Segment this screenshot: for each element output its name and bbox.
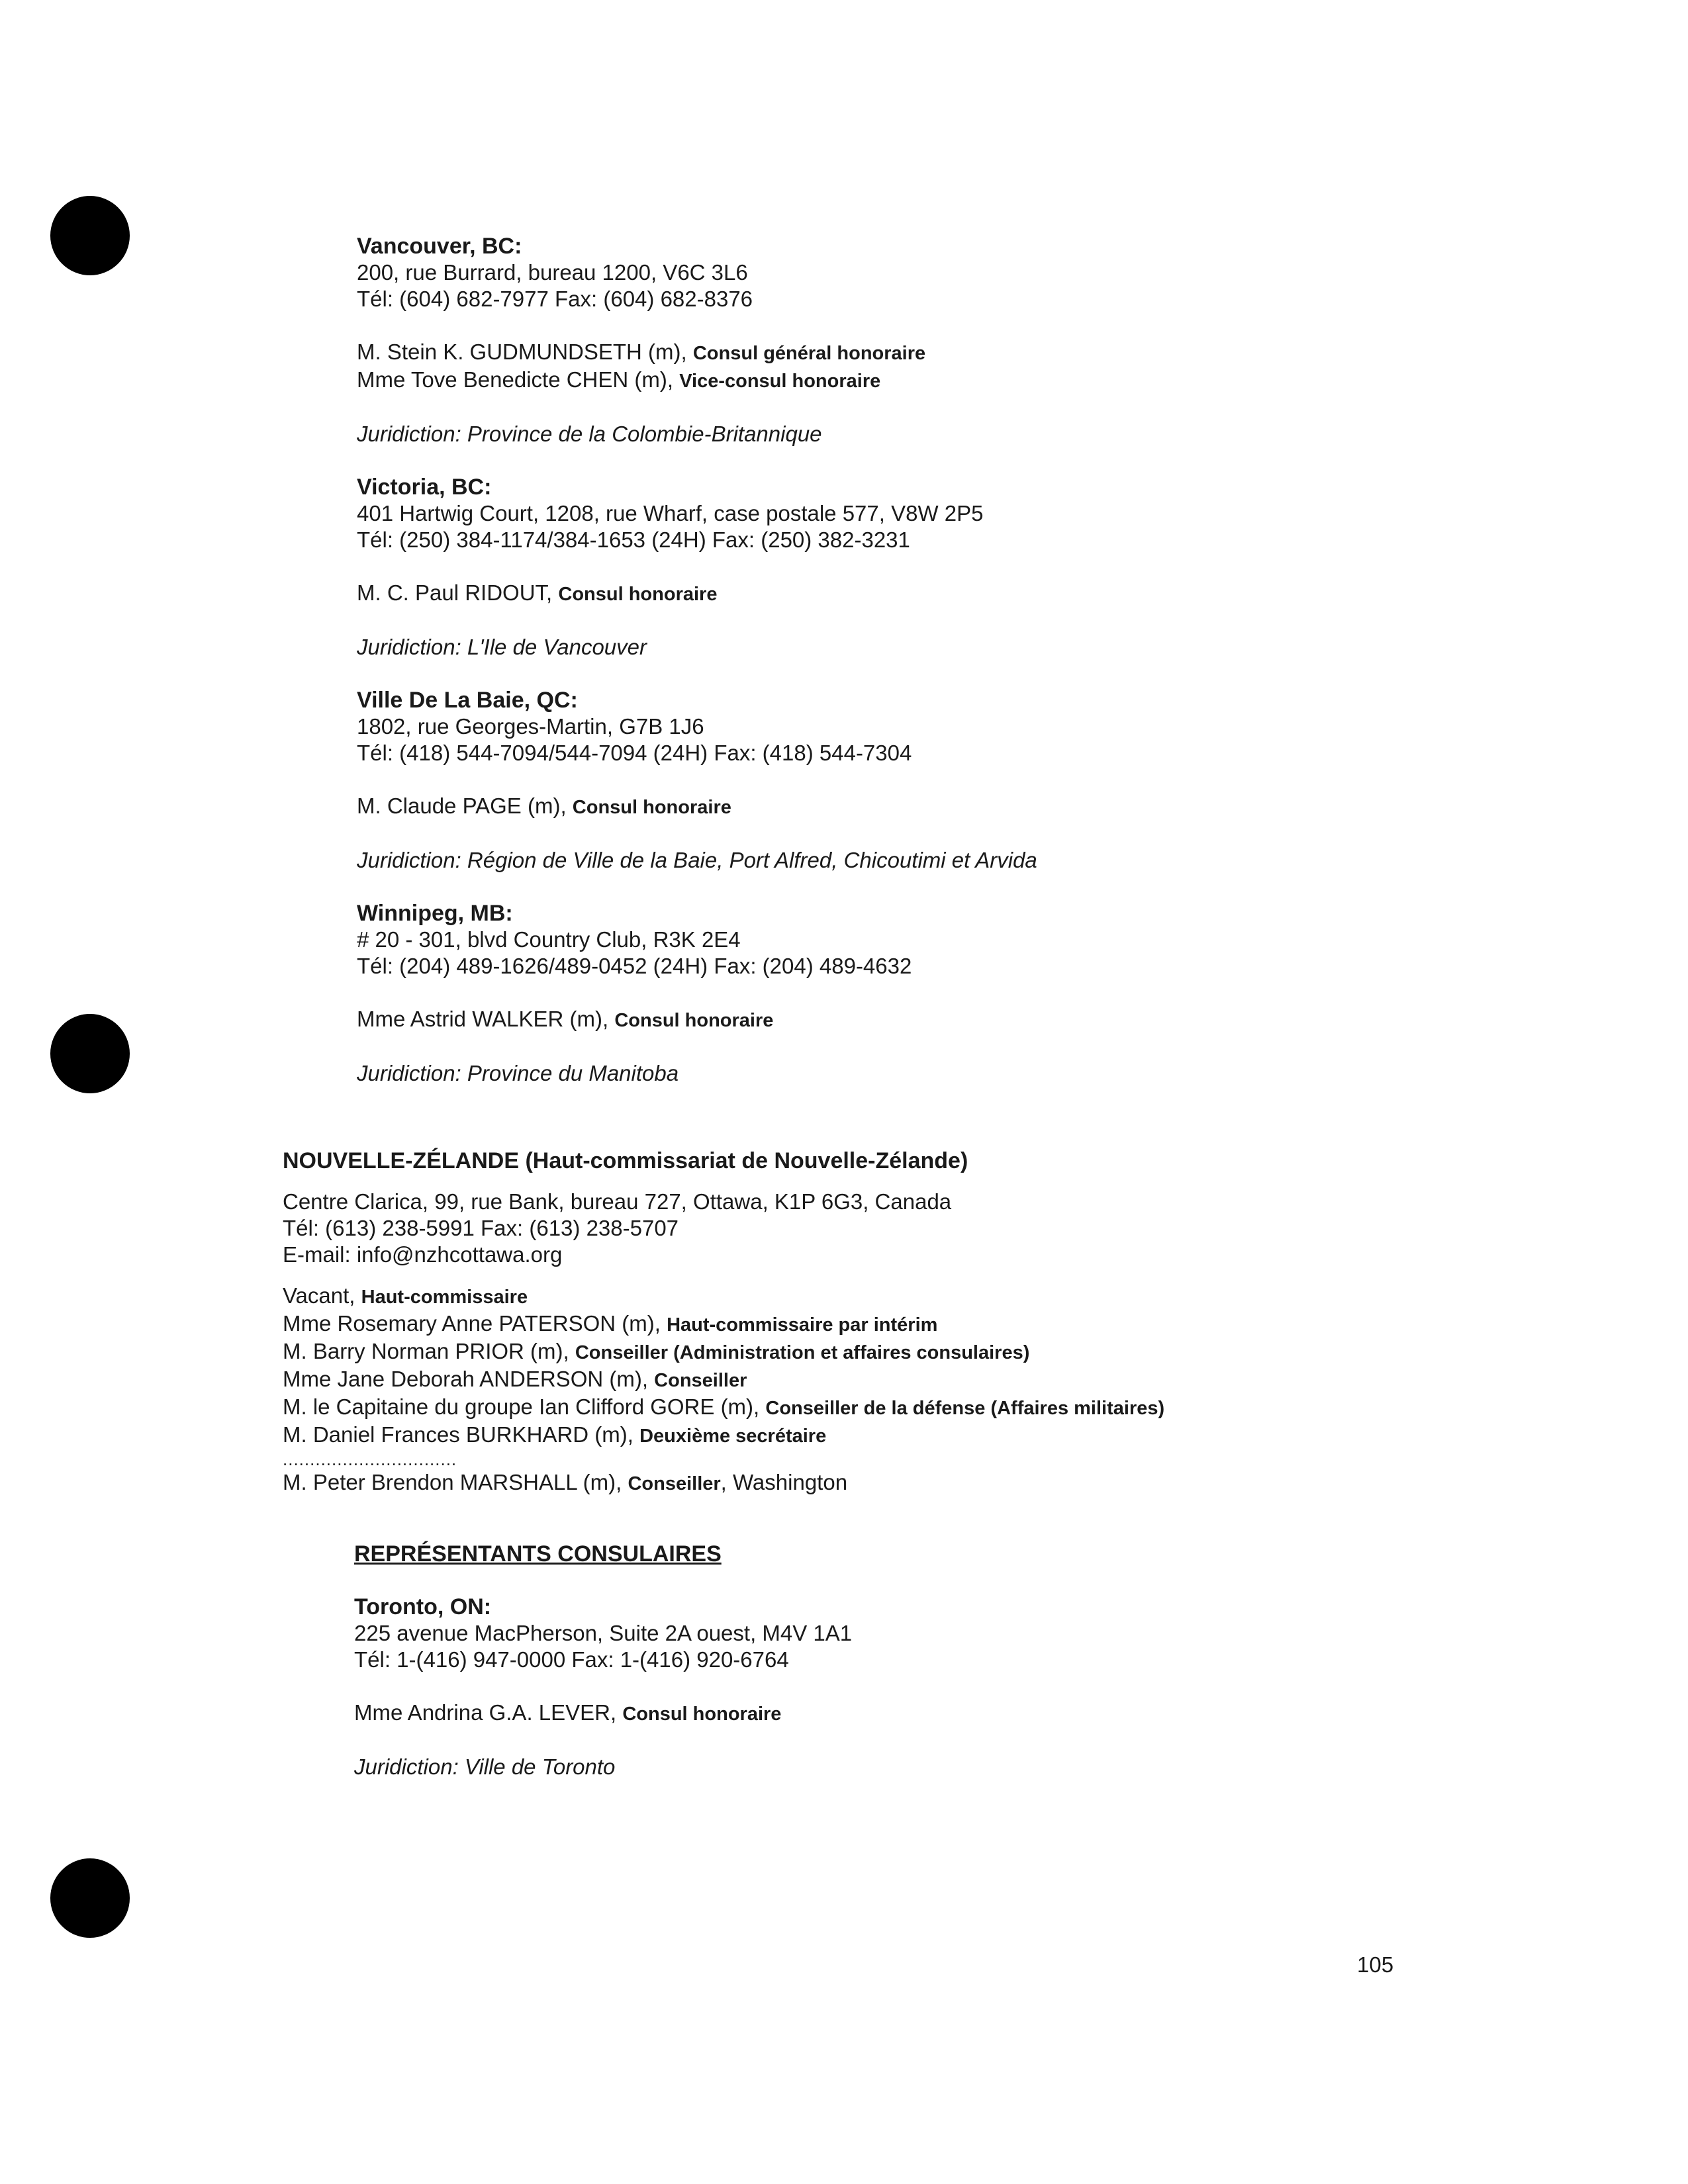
consulate-phone: Tél: (204) 489-1626/489-0452 (24H) Fax: (204) 489-4632 bbox=[357, 954, 912, 978]
consulate-entry-winnipeg bbox=[357, 900, 1615, 1087]
embassy-email: E-mail: info@nzhcottawa.org bbox=[283, 1242, 563, 1267]
consulate-address: 401 Hartwig Court, 1208, rue Wharf, case postale 577, V8W 2P5 bbox=[357, 501, 984, 525]
staff-line bbox=[357, 367, 1615, 394]
jurisdiction: Juridiction: Ville de Toronto bbox=[354, 1754, 616, 1779]
consulate-city: Toronto, ON: bbox=[354, 1594, 492, 1619]
consulate-city: Victoria, BC: bbox=[357, 475, 492, 500]
embassy-phone: Tél: (613) 238-5991 Fax: (613) 238-5707 bbox=[283, 1216, 679, 1240]
jurisdiction: Juridiction: Province du Manitoba bbox=[357, 1061, 679, 1085]
page-number: 105 bbox=[1357, 1952, 1394, 1977]
staff-name: Mme Andrina G.A. LEVER, bbox=[354, 1700, 623, 1725]
staff-line bbox=[283, 1310, 1607, 1338]
staff-location: , Washington bbox=[720, 1470, 848, 1494]
staff-line bbox=[283, 1338, 1607, 1366]
staff-name: Mme Astrid WALKER (m), bbox=[357, 1007, 615, 1031]
staff-role: Vice-consul honoraire bbox=[679, 371, 881, 392]
consulate-entry-victoria bbox=[357, 474, 1615, 660]
staff-line bbox=[357, 580, 1615, 608]
consulate-entry-ville-de-la-baie bbox=[357, 687, 1615, 874]
jurisdiction: Juridiction: L'Ile de Vancouver bbox=[357, 635, 647, 659]
staff-role: Conseiller bbox=[628, 1473, 721, 1494]
separator-dots: ................................ bbox=[283, 1449, 457, 1469]
staff-name: M. Barry Norman PRIOR (m), bbox=[283, 1339, 575, 1363]
consulate-city: Winnipeg, MB: bbox=[357, 901, 513, 926]
jurisdiction: Juridiction: Région de Ville de la Baie, Port Alfred, Chicoutimi et Arvida bbox=[357, 848, 1037, 872]
embassy-address: Centre Clarica, 99, rue Bank, bureau 727, Ottawa, K1P 6G3, Canada bbox=[283, 1189, 952, 1214]
staff-role: Consul honoraire bbox=[572, 797, 731, 818]
consulate-phone: Tél: (418) 544-7094/544-7094 (24H) Fax: (418) 544-7304 bbox=[357, 741, 912, 765]
staff-role: Haut-commissaire par intérim bbox=[667, 1314, 938, 1336]
staff-role: Consul honoraire bbox=[614, 1010, 774, 1031]
punch-hole bbox=[50, 1858, 130, 1938]
staff-name: Mme Tove Benedicte CHEN (m), bbox=[357, 367, 680, 392]
country-section-nz bbox=[283, 1148, 1607, 1497]
consulate-entry-vancouver bbox=[357, 233, 1615, 447]
consulate-address: 225 avenue MacPherson, Suite 2A ouest, M4V 1A1 bbox=[354, 1621, 853, 1645]
consulate-address: # 20 - 301, blvd Country Club, R3K 2E4 bbox=[357, 927, 741, 952]
staff-role: Conseiller bbox=[654, 1370, 747, 1391]
staff-role: Haut-commissaire bbox=[361, 1287, 528, 1308]
consulate-city: Vancouver, BC: bbox=[357, 234, 522, 259]
staff-line bbox=[283, 1422, 1607, 1449]
staff-name: M. Peter Brendon MARSHALL (m), bbox=[283, 1470, 628, 1494]
staff-name: Mme Jane Deborah ANDERSON (m), bbox=[283, 1367, 655, 1391]
country-title: NOUVELLE-ZÉLANDE (Haut-commissariat de Nouvelle-Zélande) bbox=[283, 1148, 968, 1173]
consular-representatives bbox=[354, 1541, 1612, 1780]
section-title: REPRÉSENTANTS CONSULAIRES bbox=[354, 1541, 722, 1567]
staff-name: Mme Rosemary Anne PATERSON (m), bbox=[283, 1311, 667, 1336]
punch-hole bbox=[50, 1014, 130, 1093]
staff-role: Conseiller (Administration et affaires consulaires) bbox=[575, 1342, 1030, 1363]
staff-line bbox=[357, 793, 1615, 821]
consulate-phone: Tél: (250) 384-1174/384-1653 (24H) Fax: (250) 382-3231 bbox=[357, 527, 910, 552]
staff-list bbox=[283, 1283, 1607, 1449]
staff-name: M. le Capitaine du groupe Ian Clifford GORE (m), bbox=[283, 1394, 766, 1419]
staff-line bbox=[354, 1700, 1612, 1727]
staff-role: Consul général honoraire bbox=[692, 343, 926, 364]
staff-role: Deuxième secrétaire bbox=[639, 1426, 827, 1447]
consulate-address: 200, rue Burrard, bureau 1200, V6C 3L6 bbox=[357, 260, 748, 285]
staff-name: M. Stein K. GUDMUNDSETH (m), bbox=[357, 340, 693, 364]
consulate-phone: Tél: (604) 682-7977 Fax: (604) 682-8376 bbox=[357, 287, 753, 311]
staff-line bbox=[283, 1366, 1607, 1394]
staff-line bbox=[283, 1283, 1607, 1310]
punch-hole bbox=[50, 196, 130, 275]
staff-role: Consul honoraire bbox=[558, 584, 718, 605]
jurisdiction: Juridiction: Province de la Colombie-Britannique bbox=[357, 422, 822, 446]
consulate-phone: Tél: 1-(416) 947-0000 Fax: 1-(416) 920-6764 bbox=[354, 1647, 789, 1672]
consulate-list bbox=[357, 233, 1615, 1087]
staff-line bbox=[357, 1006, 1615, 1034]
consulate-city: Ville De La Baie, QC: bbox=[357, 688, 578, 713]
staff-line bbox=[283, 1394, 1607, 1422]
staff-name: M. Claude PAGE (m), bbox=[357, 794, 573, 818]
staff-line-extra bbox=[283, 1469, 1607, 1497]
staff-role: Conseiller de la défense (Affaires militaires) bbox=[765, 1398, 1165, 1419]
staff-name: Vacant, bbox=[283, 1283, 361, 1308]
staff-name: M. Daniel Frances BURKHARD (m), bbox=[283, 1422, 640, 1447]
staff-role: Consul honoraire bbox=[622, 1704, 782, 1725]
staff-name: M. C. Paul RIDOUT, bbox=[357, 580, 559, 605]
staff-line bbox=[357, 339, 1615, 367]
consulate-address: 1802, rue Georges-Martin, G7B 1J6 bbox=[357, 714, 704, 739]
